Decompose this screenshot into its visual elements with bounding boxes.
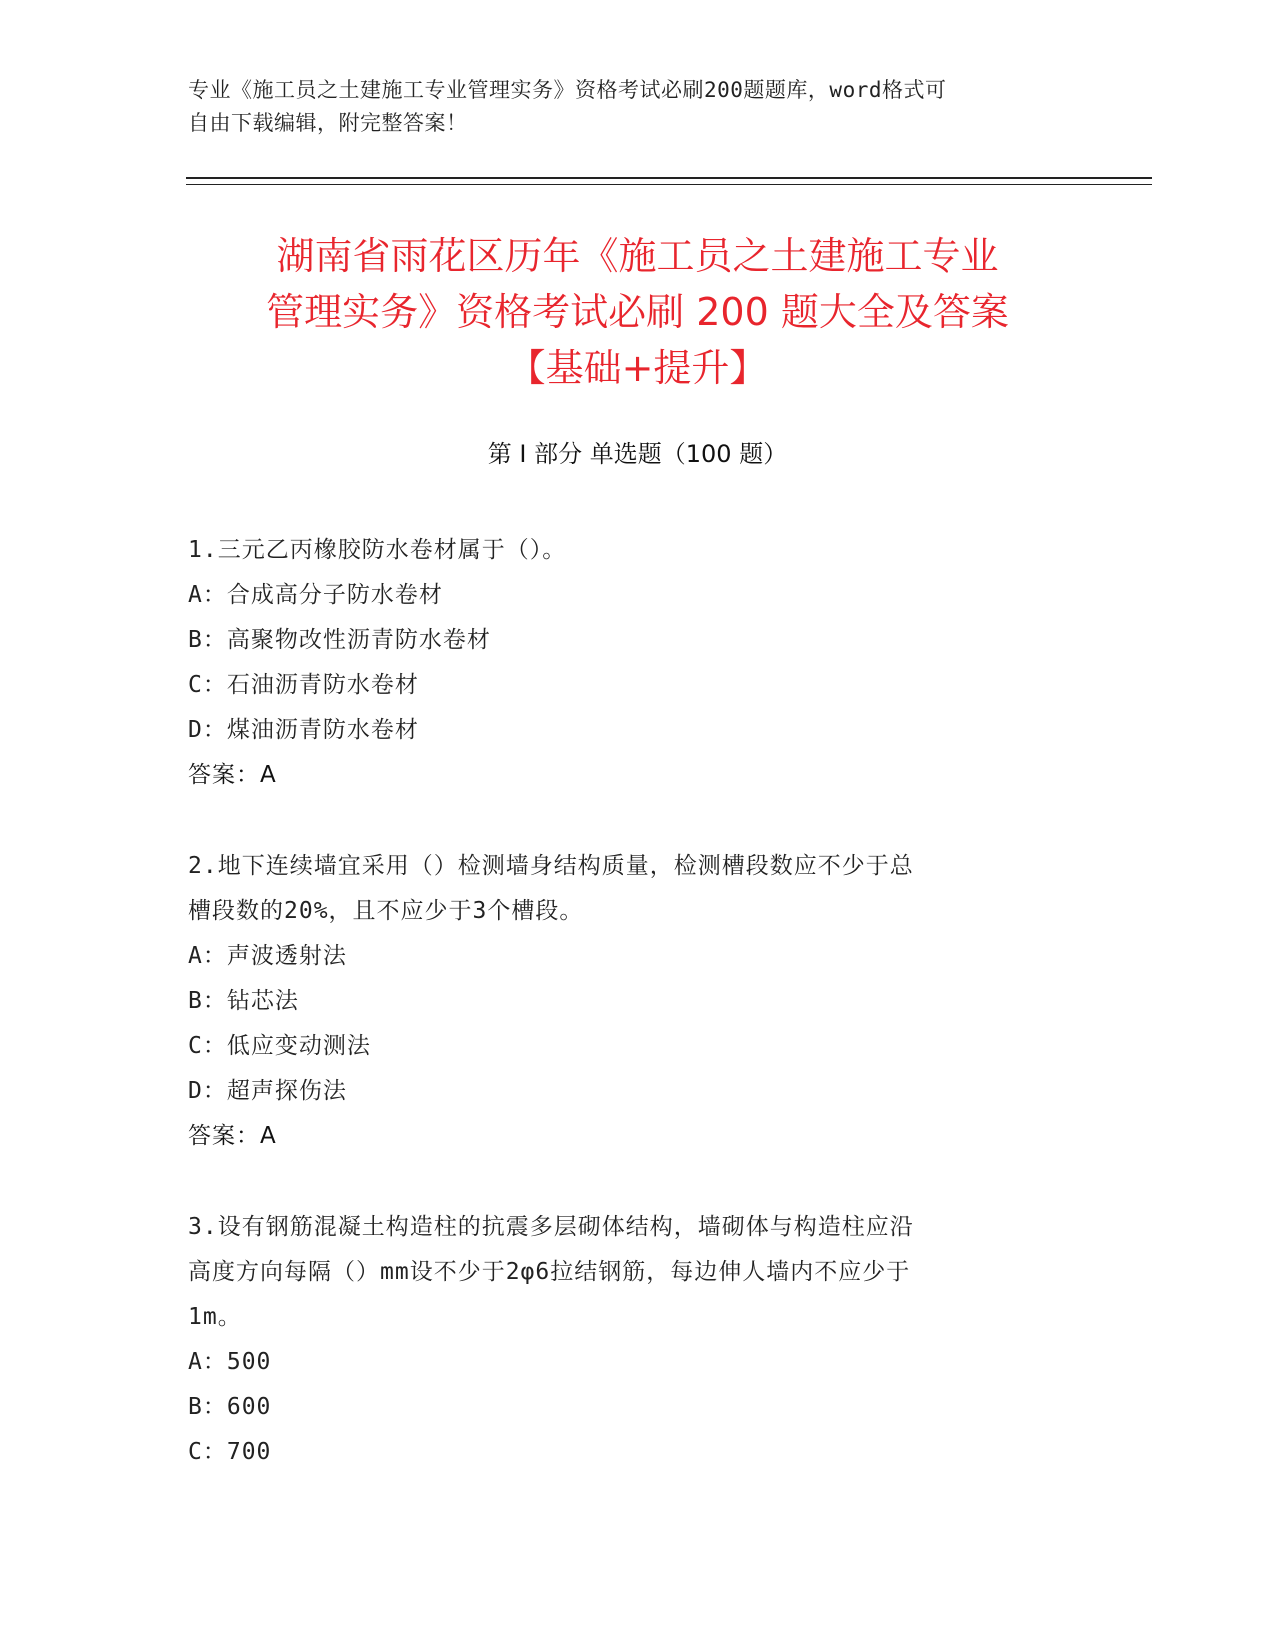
question-2 [188,844,1088,1159]
question-1 [188,528,1088,798]
option-b: B：高聚物改性沥青防水卷材 [188,627,491,653]
option-d: D：超声探伤法 [188,1078,347,1104]
option-a: A：500 [188,1349,272,1375]
header-note-line-2: 自由下载编辑，附完整答案！ [188,111,468,135]
header-divider-thin [186,184,1152,185]
option-b: B：600 [188,1394,272,1420]
question-list [188,528,1088,1521]
question-stem-line-2: 高度方向每隔（）mm设不少于2φ6拉结钢筋，每边伸人墙内不应少于 [188,1259,911,1285]
option-c: C：石油沥青防水卷材 [188,672,419,698]
document-title-line-1: 湖南省雨花区历年《施工员之土建施工专业 [276,234,999,278]
option-c: C：低应变动测法 [188,1033,371,1059]
question-stem-line-1: 2.地下连续墙宜采用（）检测墙身结构质量，检测槽段数应不少于总 [188,853,914,879]
section-title: 第 I 部分 单选题（100 题） [487,440,788,468]
option-b: B：钻芯法 [188,988,299,1014]
option-a: A：合成高分子防水卷材 [188,582,443,608]
question-stem-line-1: 3.设有钢筋混凝土构造柱的抗震多层砌体结构，墙砌体与构造柱应沿 [188,1214,914,1240]
question-stem-line-2: 槽段数的20%，且不应少于3个槽段。 [188,898,584,924]
header-note-line-1: 专业《施工员之土建施工专业管理实务》资格考试必刷200题题库，word格式可 [188,78,947,102]
question-stem-line-3: 1m。 [188,1304,242,1330]
document-title [150,228,1125,396]
answer: 答案：A [188,1123,277,1149]
option-c: C：700 [188,1439,272,1465]
answer: 答案：A [188,762,277,788]
header-note [188,74,1088,140]
option-d: D：煤油沥青防水卷材 [188,717,419,743]
question-stem: 1.三元乙丙橡胶防水卷材属于（）。 [188,537,567,563]
option-a: A：声波透射法 [188,943,347,969]
question-3 [188,1205,1088,1475]
document-title-line-2: 管理实务》资格考试必刷 200 题大全及答案 [266,290,1009,334]
header-divider-thick [186,177,1152,179]
document-title-line-3: 【基础+提升】 [507,346,768,390]
